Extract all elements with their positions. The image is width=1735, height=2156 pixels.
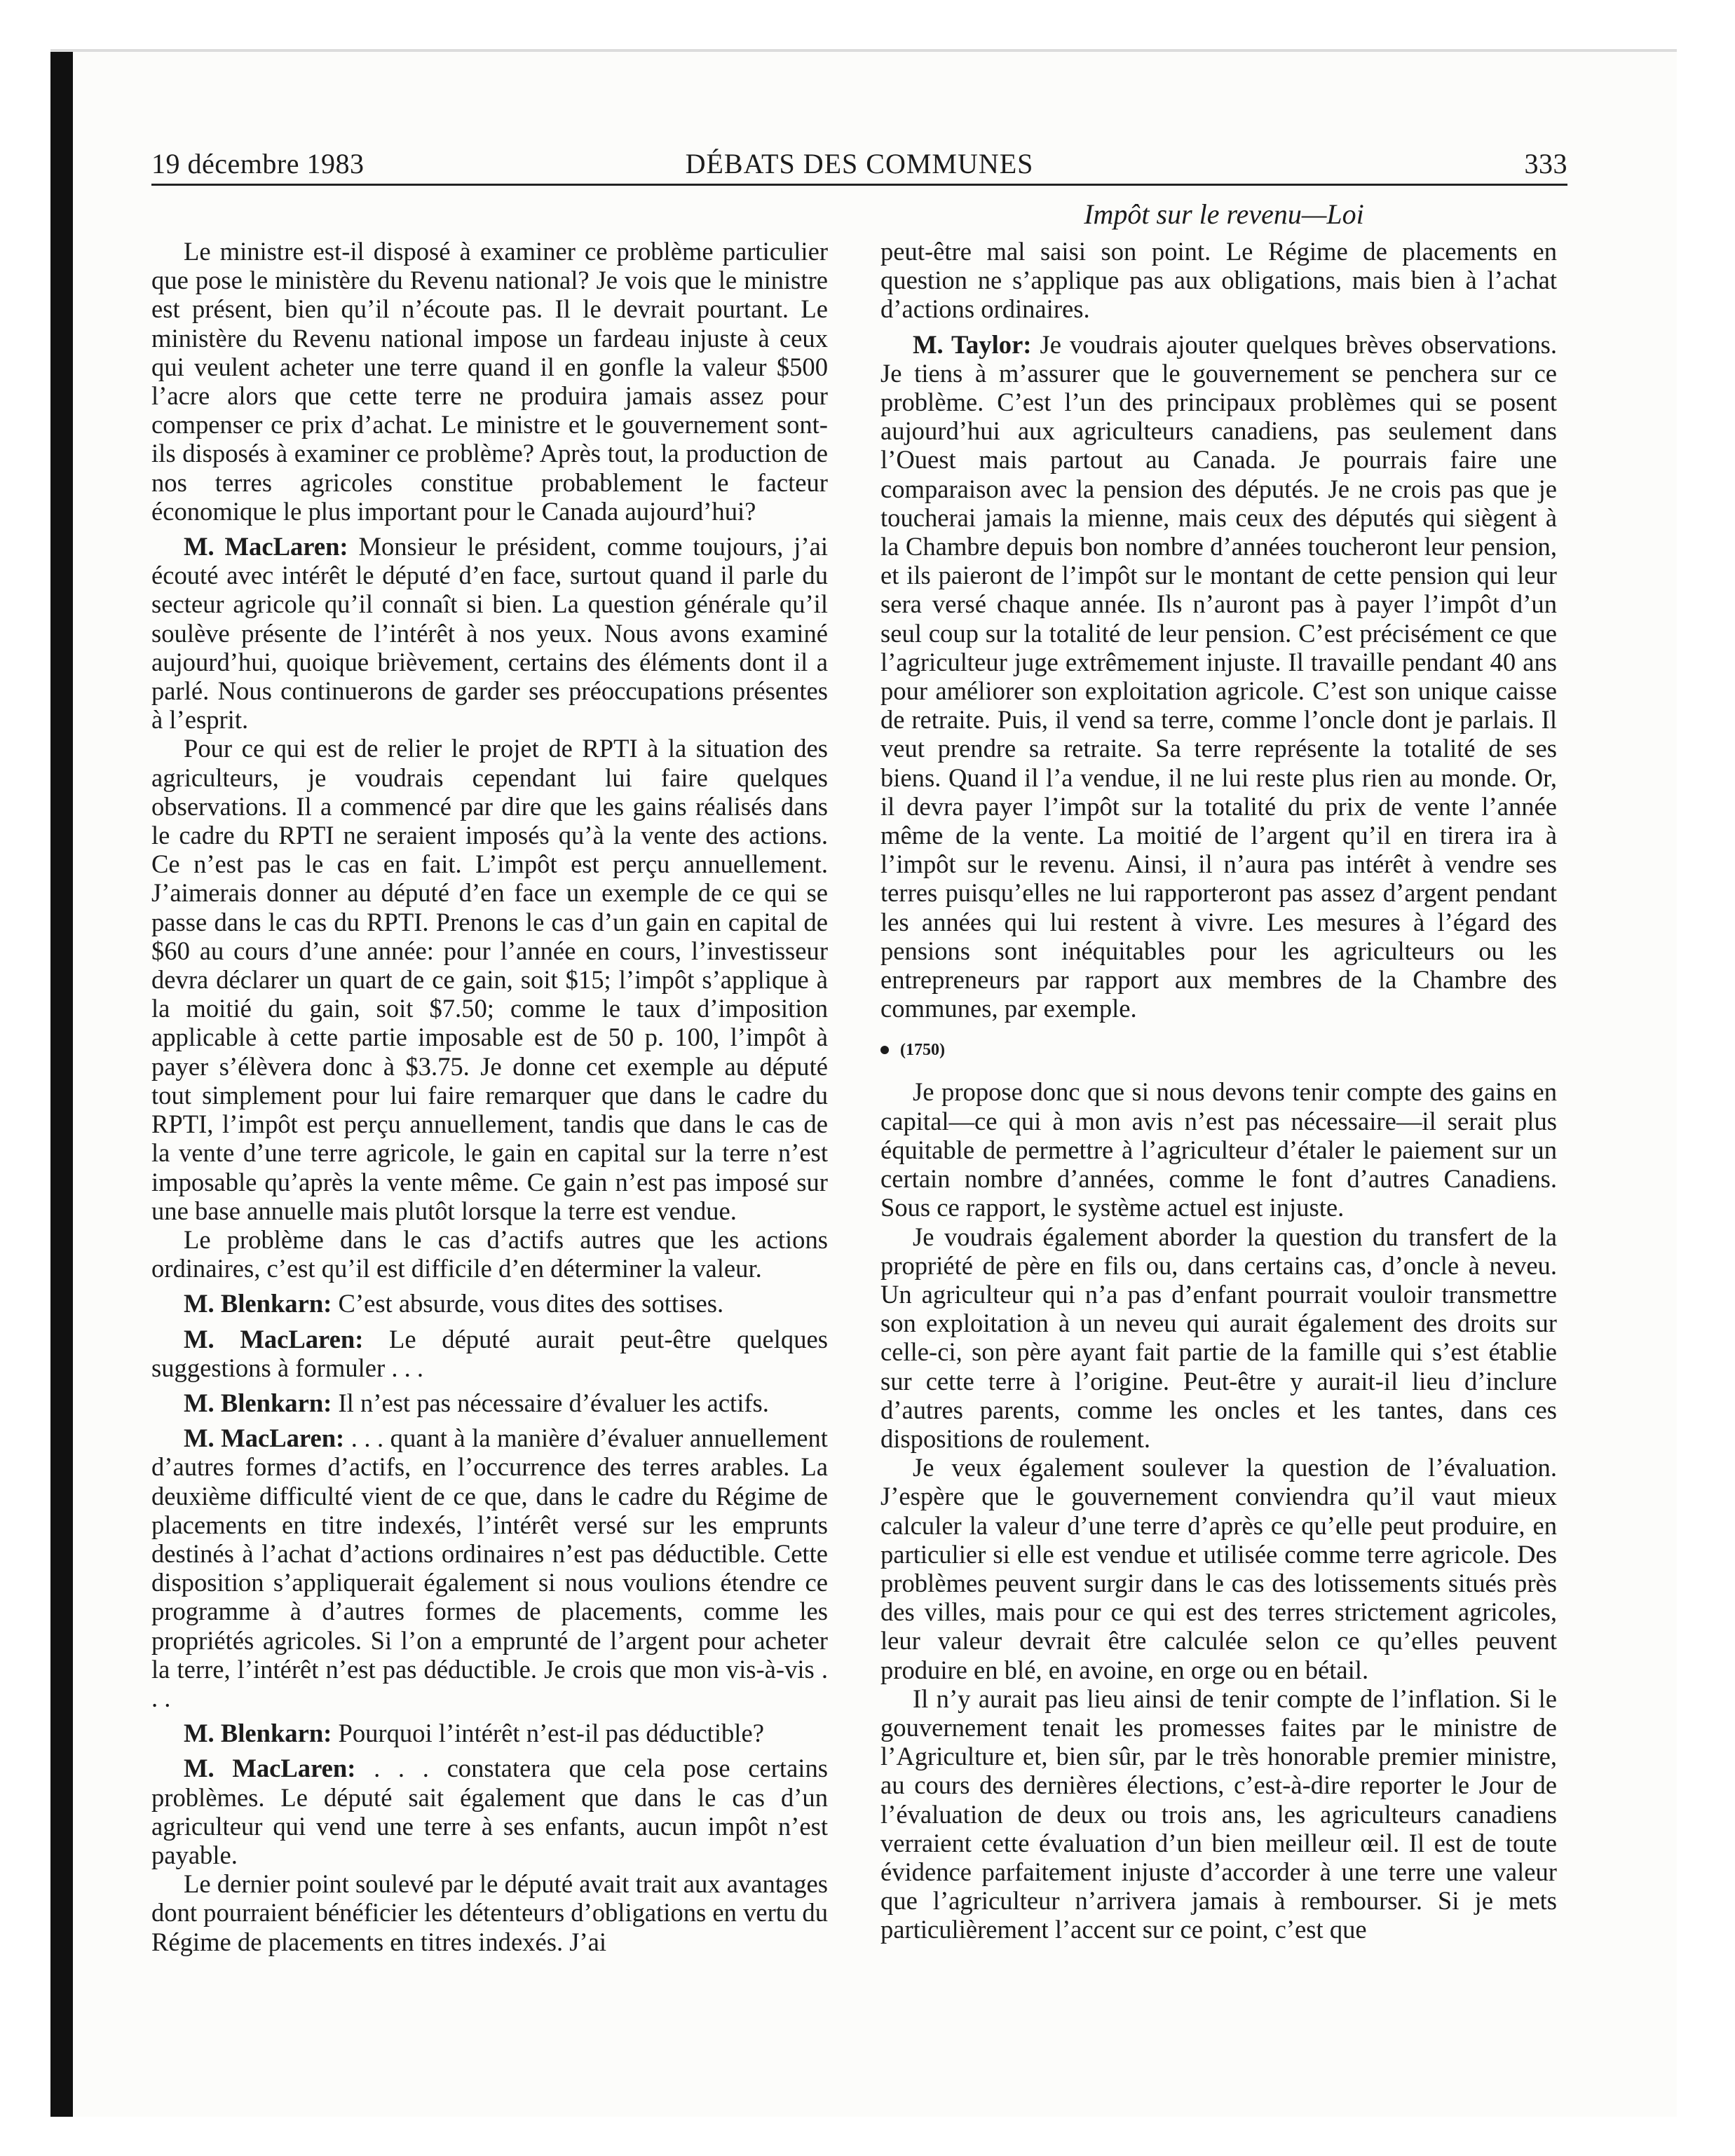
paragraph <box>151 1754 828 1869</box>
paragraph-text: Le ministre est-il disposé à examiner ce problème particulier que pose le ministère du Revenu national? Je vois que le ministre est présent, bien qu’il n’écoute pas. Il le devrait pourtant. Le ministère du Revenu national impose un fardeau injuste à ceux qui veulent acheter une terre quand il en gonfle la valeur $500 l’acre alors que cette terre ne produira jamais assez pour compenser ce prix d’achat. Le ministre et le gouvernement sont-ils disposés à examiner ce problème? Après tout, la production de nos terres agricoles constitue probablement le facteur économique le plus important pour le Canada aujourd’hui? <box>151 237 828 526</box>
paragraph <box>151 1325 828 1382</box>
header-page-number: 333 <box>1524 148 1567 179</box>
paragraph <box>880 237 1557 324</box>
paragraph-text: C’est absurde, vous dites des sottises. <box>338 1289 724 1318</box>
paragraph-text: Pourquoi l’intérêt n’est-il pas déductible? <box>338 1719 764 1748</box>
paragraph-text: Le député aurait peut-être quelques suggestions à formuler . . . <box>151 1324 828 1382</box>
running-title: Impôt sur le revenu—Loi <box>1084 198 1364 230</box>
bullet-icon <box>880 1046 889 1054</box>
paragraph <box>151 734 828 1224</box>
page-header <box>151 147 1567 186</box>
paragraph-text: Je voudrais également aborder la question du transfert de la propriété de père en fils ou, dans certains cas, d’oncle à neveu. Un agriculteur qui n’a pas d’enfant pourrait vouloir transmettre son exploitation à un neveu qui aurait également des droits sur celle-ci, son père ayant fait partie de la famille qui s’est établie sur cette terre à l’origine. Peut-être y aurait-il lieu d’inclure d’autres parents, comme les oncles et les tantes, dans ces dispositions de roulement. <box>880 1222 1557 1453</box>
paragraph-text: Il n’y aurait pas lieu ainsi de tenir compte de l’inflation. Si le gouvernement tenait les promesses faites par le ministre de l’Agriculture et, bien sûr, par le très honorable premier ministre, au cours des dernières élections, c’est-à-dire reporter le Jour de l’évaluation de deux ou trois ans, les agriculteurs canadiens verraient cette évaluation d’un bien meilleur œil. Il est de toute évidence parfaitement injuste d’accorder à une terre une valeur que l’agriculteur n’arrivera jamais à rembourser. Si je mets particulièrement l’accent sur ce point, c’est que <box>880 1684 1557 1944</box>
paragraph <box>880 1684 1557 1944</box>
paragraph-text: Monsieur le président, comme toujours, j’ai écouté avec intérêt le député d’en face, surtout quand il parle du secteur agricole qu’il connaît si bien. La question générale qu’il soulève présente de l’intérêt à nos yeux. Nous avons examiné aujourd’hui, quoique brièvement, certains des éléments dont il a parlé. Nous continuerons de garder ses préoccupations présentes à l’esprit. <box>151 532 828 735</box>
right-column <box>880 237 1557 1944</box>
paragraph-text: Le dernier point soulevé par le député avait trait aux avantages dont pourraient bénéficier les détenteurs d’obligations en vertu du Régime de placements en titres indexés. J’ai <box>151 1869 828 1956</box>
paragraph <box>151 1719 828 1747</box>
speaker-name: M. MacLaren: <box>184 532 348 561</box>
paragraph <box>151 1289 828 1318</box>
speaker-name: M. Blenkarn: <box>184 1289 332 1318</box>
paragraph-text: Je propose donc que si nous devons tenir compte des gains en capital—ce qui à mon avis n’est pas nécessaire—il serait plus équitable de permettre à l’agriculteur d’étaler le paiement sur un certain nombre d’années, comme le font d’autres Canadiens. Sous ce rapport, le système actuel est injuste. <box>880 1077 1557 1222</box>
time-marker-label: (1750) <box>900 1040 945 1059</box>
paragraph-text: . . . quant à la manière d’évaluer annuellement d’autres formes d’actifs, en l’occurrence des terres arables. La deuxième difficulté vient de ce que, dans le cadre du Régime de placements en titre indexés, l’intérêt versé sur les emprunts destinés à l’achat d’actions ordinaires n’est pas déductible. Cette disposition s’appliquerait également si nous voulions étendre ce programme à d’autres formes de placements, comme les propriétés agricoles. Si l’on a emprunté de l’argent pour acheter la terre, l’intérêt n’est pas déductible. Je crois que mon vis-à-vis . . . <box>151 1424 828 1712</box>
paragraph <box>880 1222 1557 1454</box>
paragraph-text: Je veux également soulever la question de l’évaluation. J’espère que le gouvernement conviendra qu’il vaut mieux calculer la valeur d’une terre d’après ce qu’elle peut produire, en particulier si elle est vendue et utilisée comme terre agricole. Des problèmes peuvent surgir dans le cas des lotissements situés près des villes, mais pour ce qui est des terres strictement agricoles, leur valeur devrait être calculée selon ce qu’elles peuvent produire en blé, en avoine, en orge ou en bétail. <box>880 1453 1557 1684</box>
right-column-part-after-marker <box>880 1077 1557 1944</box>
paragraph-text: Pour ce qui est de relier le projet de RPTI à la situation des agriculteurs, je voudrais cependant lui faire quelques observations. Il a commencé par dire que les gains réalisés dans le cadre du RPTI ne seraient imposés qu’à la vente des actions. Ce n’est pas le cas en fait. L’impôt est perçu annuellement. J’aimerais donner au député d’en face un exemple de ce qui se passe dans le cas du RPTI. Prenons le cas d’un gain en capital de $60 au cours d’une année: pour l’année en cours, l’investisseur devra déclarer un quart de ce gain, soit $15; l’impôt s’applique à la moitié du gain, soit $7.50; comme le taux d’imposition applicable à cette partie imposable est de 50 p. 100, l’impôt à payer s’élèvera donc à $3.75. Je donne cet exemple au député tout simplement pour lui faire remarquer que dans le cadre du RPTI, l’impôt est perçu annuellement, tandis que dans le cas de la vente d’une terre agricole, le gain en capital sur la terre n’est imposable qu’après la vente même. Ce gain n’est pas imposé sur une base annuelle mais plutôt lorsque la terre est vendue. <box>151 734 828 1225</box>
header-rule <box>151 184 1567 186</box>
speaker-name: M. MacLaren: <box>184 1324 364 1353</box>
paragraph <box>151 237 828 526</box>
left-column <box>151 237 828 1956</box>
paragraph-text: peut-être mal saisi son point. Le Régime de placements en question ne s’applique pas aux obligations, mais bien à l’achat d’actions ordinaires. <box>880 237 1557 324</box>
paragraph <box>880 330 1557 1023</box>
speaker-name: M. Taylor: <box>913 329 1032 359</box>
paragraph <box>151 1389 828 1417</box>
paragraph <box>151 532 828 734</box>
paragraph-text: . . . constatera que cela pose certains problèmes. Le député sait également que dans le cas d’un agriculteur qui vend une terre à ses enfants, aucun impôt n’est payable. <box>151 1754 828 1869</box>
speaker-name: M. Blenkarn: <box>184 1388 332 1417</box>
paragraph-text: Il n’est pas nécessaire d’évaluer les actifs. <box>338 1388 769 1417</box>
paragraph <box>880 1077 1557 1222</box>
speaker-name: M. MacLaren: <box>184 1424 345 1453</box>
speaker-name: M. MacLaren: <box>184 1754 356 1783</box>
speaker-name: M. Blenkarn: <box>184 1719 332 1748</box>
right-column-part-before-marker <box>880 237 1557 1023</box>
header-journal-title: DÉBATS DES COMMUNES <box>685 148 1034 179</box>
scan-left-edge <box>50 49 73 2117</box>
paragraph <box>151 1424 828 1712</box>
header-date: 19 décembre 1983 <box>151 148 365 179</box>
paragraph <box>151 1869 828 1956</box>
paragraph-text: Le problème dans le cas d’actifs autres que les actions ordinaires, c’est qu’il est difficile d’en déterminer la valeur. <box>151 1224 828 1283</box>
paragraph <box>151 1225 828 1283</box>
paragraph <box>880 1453 1557 1684</box>
paragraph-text: Je voudrais ajouter quelques brèves observations. Je tiens à m’assurer que le gouvernement se penchera sur ce problème. C’est l’un des principaux problèmes qui se posent aujourd’hui aux agriculteurs canadiens, pas seulement dans l’Ouest mais partout au Canada. Je pourrais faire une comparaison avec la pension des députés. Je ne crois pas que je toucherai jamais la mienne, mais ceux des députés qui siègent à la Chambre depuis bon nombre d’années toucheront leur pension, et ils paieront de l’impôt sur le montant de cette pension qui leur sera versé chaque année. Ils n’auront pas à payer l’impôt d’un seul coup sur la totalité de leur pension. C’est précisément ce que l’agriculteur juge extrêmement injuste. Il travaille pendant 40 ans pour améliorer son exploitation agricole. C’est son unique caisse de retraite. Puis, il vend sa terre, comme l’oncle dont je parlais. Il veut prendre sa retraite. Sa terre représente la totalité de ses biens. Quand il l’a vendue, il ne lui reste plus rien au monde. Or, il devra payer l’impôt sur la totalité du prix de vente l’année même de la vente. La moitié de l’argent qu’il en tirera ira à l’impôt sur le revenu. Ainsi, il n’aura pas intérêt à vendre ses terres puisqu’elles ne lui rapporteront pas assez d’argent pendant les années qui lui restent à vivre. Les mesures à l’égard des pensions sont inéquitables pour les agriculteurs ou les entrepreneurs par rapport aux membres de la Chambre des communes, par exemple. <box>880 329 1557 1023</box>
time-marker <box>880 1039 1557 1060</box>
